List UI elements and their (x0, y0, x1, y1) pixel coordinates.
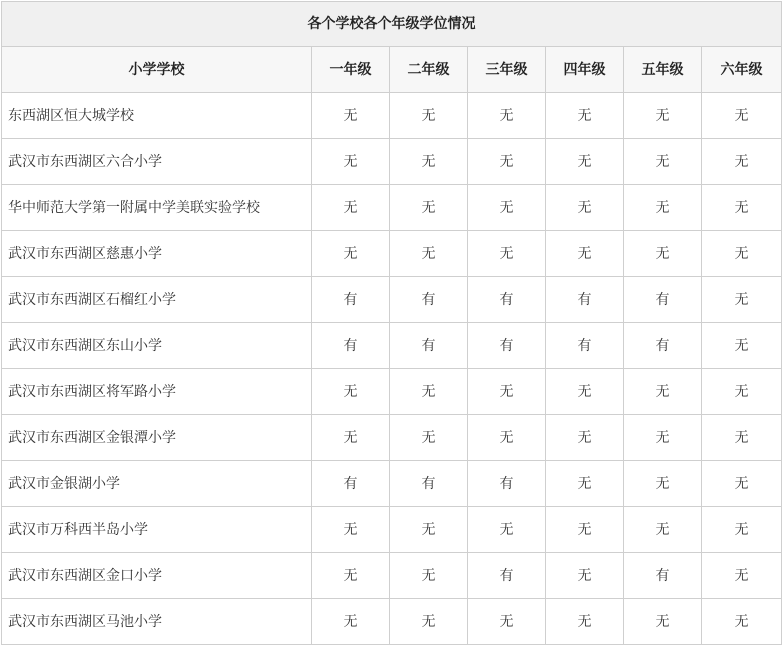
grade-1-vacancy-cell: 有 (312, 323, 390, 369)
grade-4-vacancy-cell: 无 (546, 369, 624, 415)
grade-4-vacancy-cell: 无 (546, 507, 624, 553)
grade-6-vacancy-cell: 无 (702, 139, 782, 185)
table-row (2, 185, 782, 231)
grade-3-vacancy-cell: 有 (468, 277, 546, 323)
header-grade-6: 六年级 (702, 47, 782, 93)
school-vacancy-table (1, 1, 782, 645)
grade-1-vacancy-cell: 有 (312, 277, 390, 323)
grade-2-vacancy-cell: 无 (390, 415, 468, 461)
grade-4-vacancy-cell: 无 (546, 185, 624, 231)
grade-3-vacancy-cell: 无 (468, 185, 546, 231)
grade-6-vacancy-cell: 无 (702, 323, 782, 369)
grade-2-vacancy-cell: 无 (390, 231, 468, 277)
school-name-cell: 武汉市东西湖区将军路小学 (2, 369, 312, 415)
grade-5-vacancy-cell: 有 (624, 277, 702, 323)
grade-6-vacancy-cell: 无 (702, 507, 782, 553)
table-row (2, 139, 782, 185)
grade-3-vacancy-cell: 有 (468, 553, 546, 599)
school-name-cell: 武汉市东西湖区金口小学 (2, 553, 312, 599)
grade-2-vacancy-cell: 有 (390, 323, 468, 369)
school-name-cell: 武汉市万科西半岛小学 (2, 507, 312, 553)
grade-6-vacancy-cell: 无 (702, 93, 782, 139)
grade-5-vacancy-cell: 无 (624, 139, 702, 185)
school-name-cell: 武汉市东西湖区慈惠小学 (2, 231, 312, 277)
table-title-row (2, 2, 782, 47)
grade-6-vacancy-cell: 无 (702, 461, 782, 507)
grade-2-vacancy-cell: 有 (390, 461, 468, 507)
grade-6-vacancy-cell: 无 (702, 277, 782, 323)
school-name-cell: 武汉市东西湖区东山小学 (2, 323, 312, 369)
header-grade-2: 二年级 (390, 47, 468, 93)
header-school: 小学学校 (2, 47, 312, 93)
grade-1-vacancy-cell: 无 (312, 93, 390, 139)
grade-4-vacancy-cell: 无 (546, 93, 624, 139)
grade-4-vacancy-cell: 无 (546, 599, 624, 645)
table-row (2, 369, 782, 415)
school-name-cell: 武汉市东西湖区石榴红小学 (2, 277, 312, 323)
table-row (2, 507, 782, 553)
grade-2-vacancy-cell: 无 (390, 185, 468, 231)
table-row (2, 553, 782, 599)
grade-5-vacancy-cell: 无 (624, 369, 702, 415)
grade-6-vacancy-cell: 无 (702, 185, 782, 231)
grade-4-vacancy-cell: 无 (546, 139, 624, 185)
grade-1-vacancy-cell: 无 (312, 369, 390, 415)
grade-3-vacancy-cell: 无 (468, 369, 546, 415)
table-title: 各个学校各个年级学位情况 (2, 2, 782, 47)
grade-1-vacancy-cell: 无 (312, 599, 390, 645)
grade-5-vacancy-cell: 无 (624, 461, 702, 507)
grade-4-vacancy-cell: 无 (546, 553, 624, 599)
table-row (2, 415, 782, 461)
grade-4-vacancy-cell: 无 (546, 461, 624, 507)
grade-1-vacancy-cell: 无 (312, 231, 390, 277)
table-row (2, 277, 782, 323)
header-grade-1: 一年级 (312, 47, 390, 93)
table-row (2, 231, 782, 277)
grade-2-vacancy-cell: 无 (390, 93, 468, 139)
grade-5-vacancy-cell: 有 (624, 553, 702, 599)
grade-1-vacancy-cell: 无 (312, 415, 390, 461)
grade-5-vacancy-cell: 无 (624, 93, 702, 139)
grade-2-vacancy-cell: 无 (390, 369, 468, 415)
grade-2-vacancy-cell: 有 (390, 277, 468, 323)
grade-5-vacancy-cell: 无 (624, 599, 702, 645)
grade-1-vacancy-cell: 无 (312, 507, 390, 553)
grade-5-vacancy-cell: 无 (624, 185, 702, 231)
grade-3-vacancy-cell: 有 (468, 461, 546, 507)
grade-3-vacancy-cell: 无 (468, 93, 546, 139)
school-name-cell: 武汉市金银湖小学 (2, 461, 312, 507)
grade-6-vacancy-cell: 无 (702, 553, 782, 599)
grade-6-vacancy-cell: 无 (702, 231, 782, 277)
table-body (2, 93, 782, 645)
grade-5-vacancy-cell: 有 (624, 323, 702, 369)
grade-3-vacancy-cell: 无 (468, 599, 546, 645)
school-name-cell: 东西湖区恒大城学校 (2, 93, 312, 139)
grade-1-vacancy-cell: 无 (312, 139, 390, 185)
grade-6-vacancy-cell: 无 (702, 599, 782, 645)
table-row (2, 93, 782, 139)
grade-3-vacancy-cell: 有 (468, 323, 546, 369)
grade-3-vacancy-cell: 无 (468, 415, 546, 461)
grade-3-vacancy-cell: 无 (468, 139, 546, 185)
grade-4-vacancy-cell: 无 (546, 415, 624, 461)
grade-1-vacancy-cell: 无 (312, 185, 390, 231)
grade-4-vacancy-cell: 无 (546, 231, 624, 277)
school-name-cell: 武汉市东西湖区金银潭小学 (2, 415, 312, 461)
grade-4-vacancy-cell: 有 (546, 277, 624, 323)
school-name-cell: 武汉市东西湖区六合小学 (2, 139, 312, 185)
table-header-row (2, 47, 782, 93)
grade-2-vacancy-cell: 无 (390, 553, 468, 599)
grade-1-vacancy-cell: 有 (312, 461, 390, 507)
table-row (2, 323, 782, 369)
header-grade-3: 三年级 (468, 47, 546, 93)
grade-5-vacancy-cell: 无 (624, 415, 702, 461)
header-grade-4: 四年级 (546, 47, 624, 93)
school-name-cell: 华中师范大学第一附属中学美联实验学校 (2, 185, 312, 231)
grade-2-vacancy-cell: 无 (390, 139, 468, 185)
grade-2-vacancy-cell: 无 (390, 507, 468, 553)
grade-2-vacancy-cell: 无 (390, 599, 468, 645)
table-row (2, 461, 782, 507)
table-row (2, 599, 782, 645)
grade-5-vacancy-cell: 无 (624, 231, 702, 277)
grade-6-vacancy-cell: 无 (702, 369, 782, 415)
grade-4-vacancy-cell: 有 (546, 323, 624, 369)
school-name-cell: 武汉市东西湖区马池小学 (2, 599, 312, 645)
header-grade-5: 五年级 (624, 47, 702, 93)
grade-3-vacancy-cell: 无 (468, 231, 546, 277)
grade-1-vacancy-cell: 无 (312, 553, 390, 599)
grade-6-vacancy-cell: 无 (702, 415, 782, 461)
grade-3-vacancy-cell: 无 (468, 507, 546, 553)
grade-5-vacancy-cell: 无 (624, 507, 702, 553)
